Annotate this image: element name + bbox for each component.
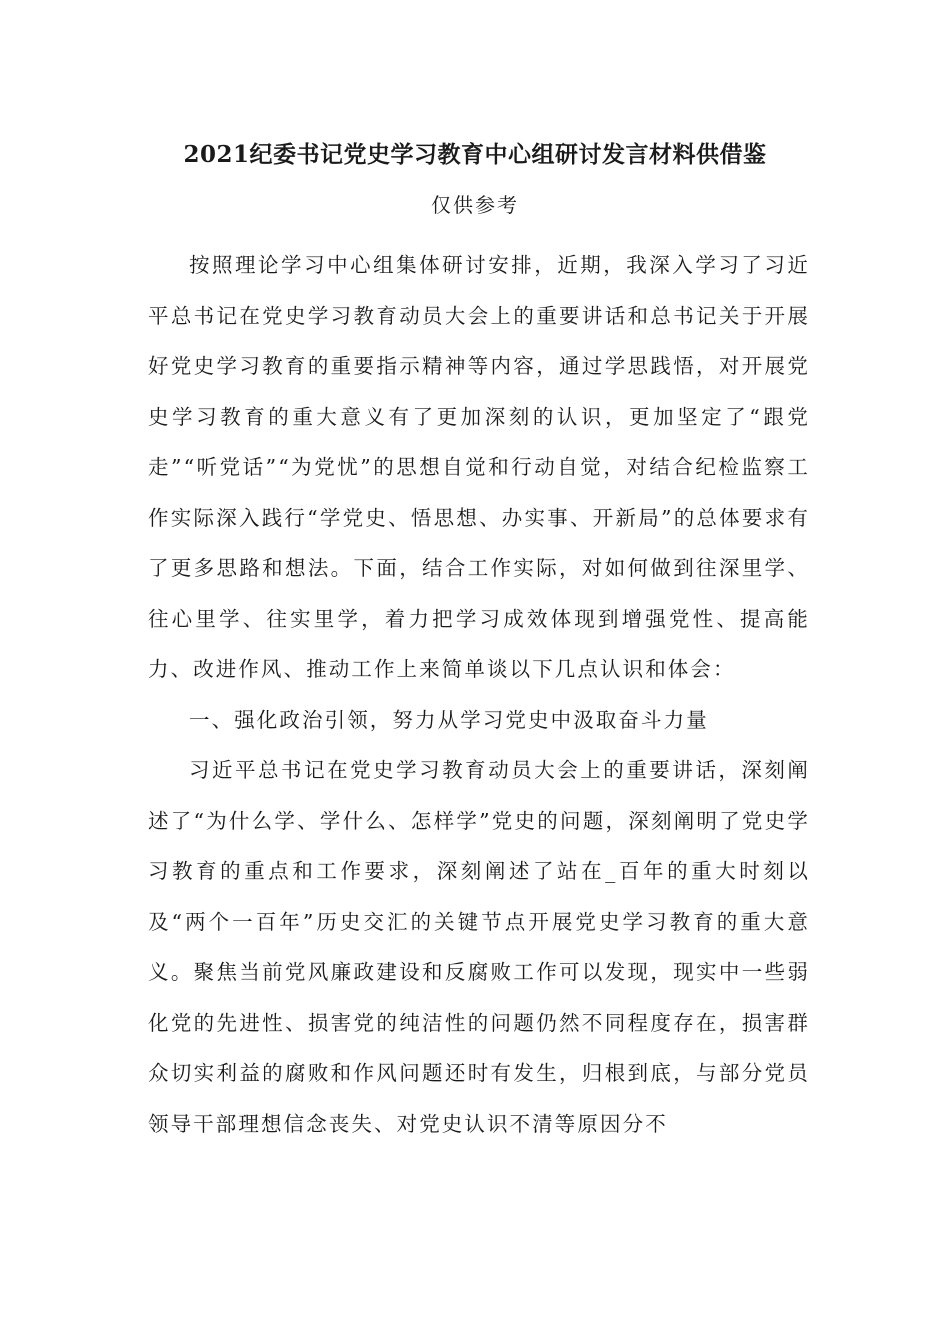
document-body xyxy=(148,240,810,1149)
document-title: 2021纪委书记党史学习教育中心组研讨发言材料供借鉴 xyxy=(183,141,767,168)
document-subtitle: 仅供参考 xyxy=(431,193,519,217)
section-heading-1: 一、强化政治引领，努力从学习党史中汲取奋斗力量 xyxy=(189,707,709,732)
paragraph-section-1: 习近平总书记在党史学习教育动员大会上的重要讲话，深刻阐述了“为什么学、学什么、怎样学”党史的问题，深刻阐明了党史学习教育的重点和工作要求，深刻阐述了站在_百年的重大时刻以及“两个一百年”历史交汇的关键节点开展党史学习教育的重大意义。聚焦当前党风廉政建设和反腐败工作可以发现，现实中一些弱化党的先进性、损害党的纯洁性的问题仍然不同程度存在，损害群众切实利益的腐败和作风问题还时有发生，归根到底，与部分党员领导干部理想信念丧失、对党史认识不清等原因分不 xyxy=(148,758,810,1136)
paragraph-intro: 按照理论学习中心组集体研讨安排，近期，我深入学习了习近平总书记在党史学习教育动员大会上的重要讲话和总书记关于开展好党史学习教育的重要指示精神等内容，通过学思践悟，对开展党史学习教育的重大意义有了更加深刻的认识，更加坚定了“跟党走”“听党话”“为党忧”的思想自觉和行动自觉，对结合纪检监察工作实际深入践行“学党史、悟思想、办实事、开新局”的总体要求有了更多思路和想法。下面，结合工作实际，对如何做到往深里学、往心里学、往实里学，着力把学习成效体现到增强党性、提高能力、改进作风、推动工作上来简单谈以下几点认识和体会： xyxy=(148,253,810,681)
